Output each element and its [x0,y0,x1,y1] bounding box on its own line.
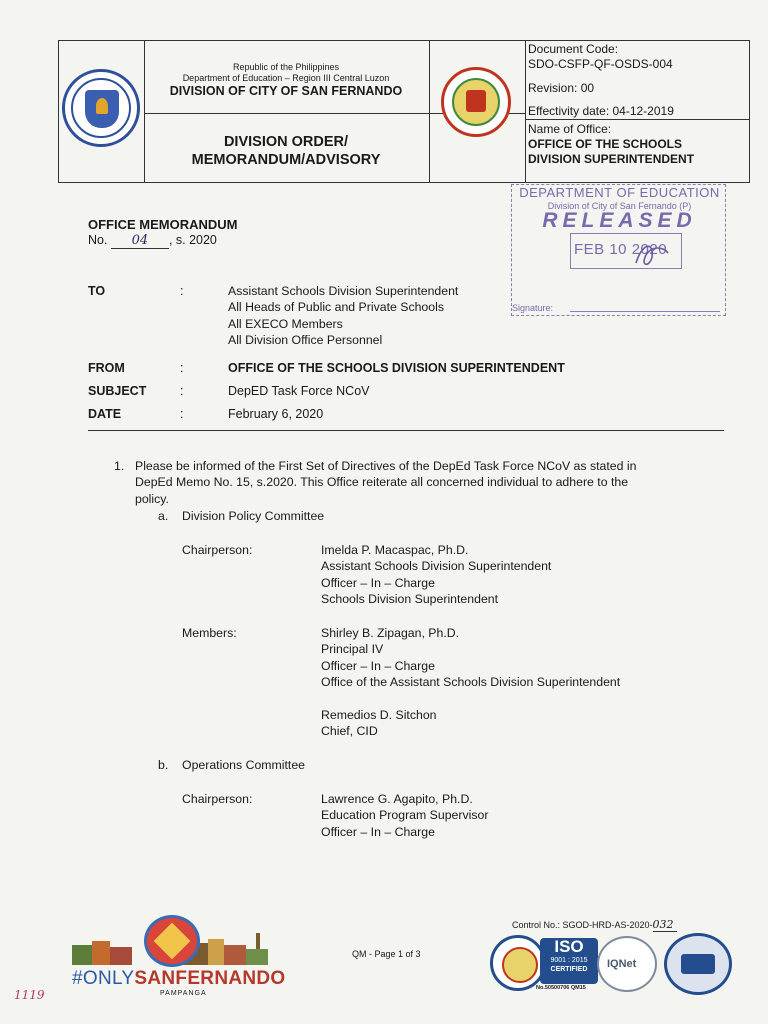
to-colon: : [180,284,184,298]
a-chair-line: Schools Division Superintendent [321,592,499,607]
item1-line: policy. [135,491,169,506]
iqnet-label: IQNet [607,958,637,970]
b-chair-line: Officer – In – Charge [321,824,435,839]
effectivity-date: Effectivity date: 04-12-2019 [528,104,674,118]
doc-code-label: Document Code: [528,42,619,56]
control-handwritten: 032 [653,918,677,932]
iso-certified: CERTIFIED [550,966,588,973]
memo-title: OFFICE MEMORANDUM [88,217,238,232]
item1-line: Please be informed of the First Set of Directives of the DepEd Task Force NCoV as stated in [135,459,637,473]
division-name: DIVISION OF CITY OF SAN FERNANDO [169,84,403,98]
initials-scribble-icon [632,237,672,273]
iqnet-badge [597,936,657,992]
from-colon: : [180,361,184,375]
stamp-signature-line [570,311,720,312]
subject-colon: : [180,384,184,398]
a-chairperson-label: Chairperson: [182,543,253,557]
date-value: February 6, 2020 [228,407,324,421]
control-number [512,918,677,932]
province: PAMPANGA [160,990,207,997]
stamp-date: FEB 10 2020 [574,241,668,258]
a-member1-line: Office of the Assistant Schools Division Superintendent [321,675,621,690]
item-b-title: Operations Committee [182,758,306,772]
stamp-division: Division of City of San Fernando (P) [547,201,692,211]
republic-line: Republic of the Philippines [232,62,340,72]
a-chairperson-block [321,542,551,608]
date-label: DATE [88,407,122,421]
iso-number: No.50500706 QM15 [536,985,586,991]
header-divider [525,119,749,120]
item-a-title: Division Policy Committee [182,509,325,523]
a-members-label: Members: [182,626,237,640]
subject-label: SUBJECT [88,384,147,398]
memo-number [88,233,217,249]
to-line: All Heads of Public and Private Schools [228,300,444,315]
certification-badge-icon [664,933,732,995]
to-label: TO [88,284,106,298]
control-prefix: Control No.: SGOD-HRD-AS-2020- [512,920,653,930]
a-chair-line: Assistant Schools Division Superintendent [321,559,552,574]
item1-paragraph [135,458,735,507]
tagline-prefix: #ONLY [72,968,135,989]
to-line: Assistant Schools Division Superintendent [228,284,459,298]
a-member2-line: Chief, CID [321,724,378,739]
iso-main: ISO [554,937,584,956]
from-label: FROM [88,361,125,375]
item1-line: DepEd Memo No. 15, s.2020. This Office reiterate all concerned individual to adhere to the [135,475,629,490]
division-badge-icon [490,935,546,991]
item1-number: 1. [114,459,125,473]
item-b-label: b. [158,758,169,772]
a-member1-line: Officer – In – Charge [321,658,435,673]
page-number: QM - Page 1 of 3 [352,949,421,959]
a-member1-line: Principal IV [321,642,384,657]
doc-code-value: SDO-CSFP-QF-OSDS-004 [528,57,673,71]
department-line: Department of Education – Region III Central Luzon [182,73,390,83]
office-label: Name of Office: [528,122,612,136]
city-tagline [72,968,286,990]
b-chair-line: Education Program Supervisor [321,808,489,823]
to-line: All EXECO Members [228,316,343,331]
to-recipients [228,283,458,349]
a-chair-line: Officer – In – Charge [321,575,435,590]
b-chairperson-block [321,791,488,840]
separator-rule [88,430,724,431]
memo-number-prefix: No. [88,233,108,247]
iso-badge [540,938,598,984]
from-value: OFFICE OF THE SCHOOLS DIVISION SUPERINTENDENT [228,361,565,375]
tagline-bold: SANFERNANDO [134,968,286,989]
doc-type-line1: DIVISION ORDER/ [223,134,349,150]
b-chair-line: Lawrence G. Agapito, Ph.D. [321,792,473,806]
margin-note: 1119 [14,988,45,1002]
deped-seal-icon [62,69,140,147]
stamp-signature-label: Signature: [512,303,554,313]
iso-standard: 9001 : 2015 [550,957,588,964]
a-member1-line: Shirley B. Zipagan, Ph.D. [321,626,460,640]
a-chair-line: Imelda P. Macaspac, Ph.D. [321,543,469,557]
header-divider [429,41,430,182]
a-member2-line: Remedios D. Sitchon [321,708,437,722]
city-logo [70,915,272,967]
revision: Revision: 00 [528,81,595,95]
date-colon: : [180,407,184,421]
a-member2-block [321,707,437,740]
stamp-status: RELEASED [542,209,697,232]
to-line: All Division Office Personnel [228,333,383,348]
header-divider [144,41,145,182]
b-chairperson-label: Chairperson: [182,792,253,806]
item-a-label: a. [158,509,169,523]
office-line2: DIVISION SUPERINTENDENT [528,152,695,166]
memo-number-suffix: , s. 2020 [168,233,217,247]
division-seal-icon [441,67,511,137]
header-divider [525,41,526,182]
stamp-department: DEPARTMENT OF EDUCATION [519,185,720,200]
doc-type-line2: MEMORANDUM/ADVISORY [191,152,381,168]
office-line1: OFFICE OF THE SCHOOLS [528,137,683,151]
lantern-emblem-icon [144,915,200,967]
a-member1-block [321,625,620,691]
memo-number-handwritten: 04 [111,233,169,249]
released-stamp [511,184,726,316]
subject-value: DepED Task Force NCoV [228,384,370,398]
